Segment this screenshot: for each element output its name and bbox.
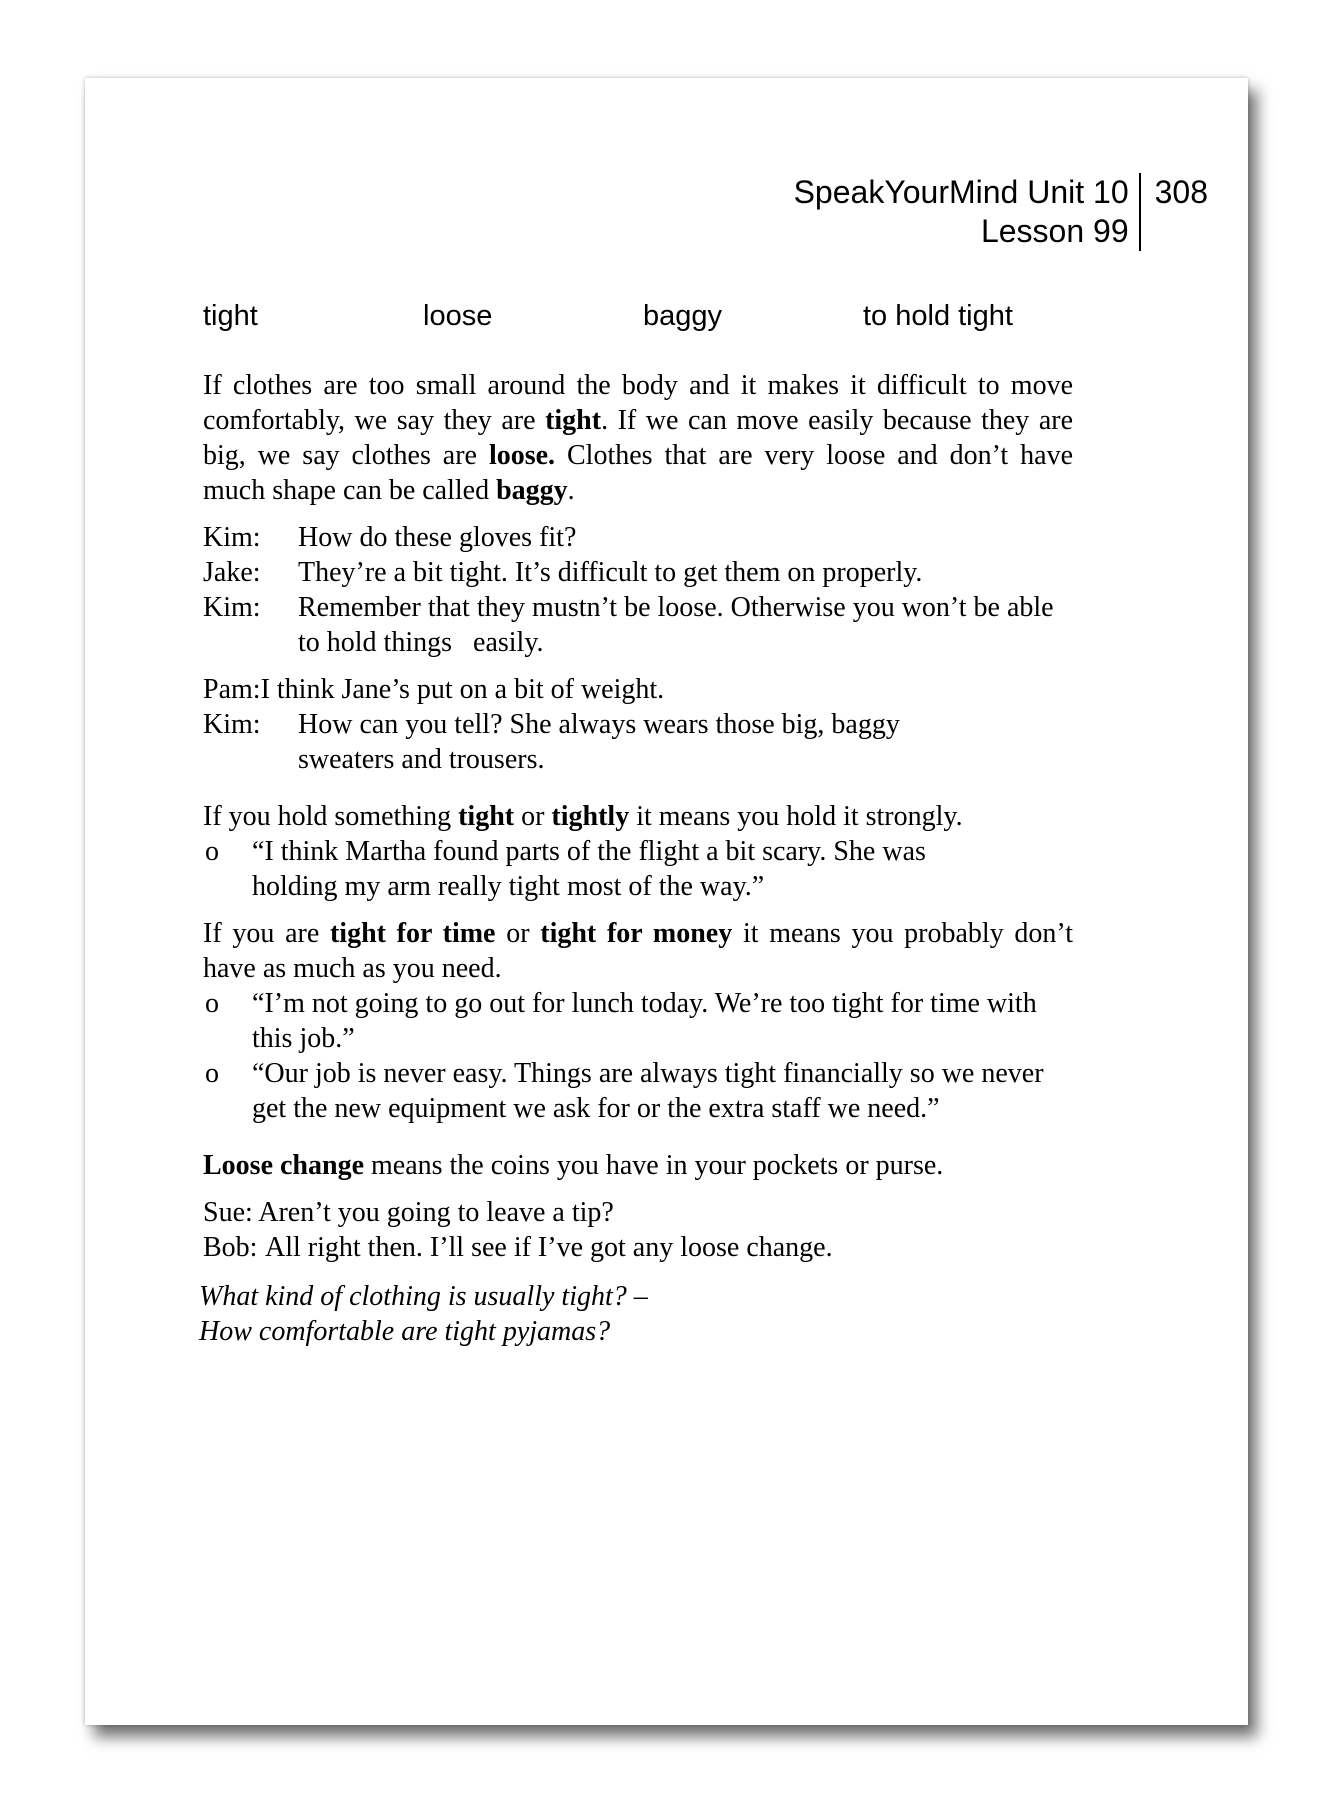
dialog-line bbox=[203, 555, 1073, 590]
bold-term: tightly bbox=[551, 801, 630, 832]
page-header bbox=[794, 173, 1208, 251]
utterance: How can you tell? She always wears those big, baggy sweaters and trousers. bbox=[298, 709, 900, 775]
lesson-content bbox=[199, 298, 1074, 1349]
bullet-marker: o bbox=[205, 836, 219, 867]
text-run: . If we can move easily because they are big, we say clothes are bbox=[203, 405, 1073, 471]
text-run: If you are bbox=[203, 918, 330, 949]
discussion-questions bbox=[199, 1279, 1073, 1349]
utterance: Remember that they mustn’t be loose. Otherwise you won’t be able to hold things easily. bbox=[298, 592, 1061, 658]
hold-tight-examples bbox=[203, 834, 1073, 904]
text-run: or bbox=[495, 918, 541, 949]
bold-term: tight bbox=[458, 801, 515, 832]
lesson-title: Lesson 99 bbox=[980, 213, 1129, 249]
utterance: How do these gloves fit? bbox=[298, 522, 577, 553]
example-item bbox=[203, 1056, 1073, 1126]
dialog-tip bbox=[203, 1195, 1073, 1265]
example-text: “Our job is never easy. Things are always tight financially so we never get the new equipment we ask for or the extra staff we need.” bbox=[252, 1058, 1044, 1124]
text-run: it means you probably don’t have as much as you need. bbox=[203, 918, 1074, 984]
question: What kind of clothing is usually tight? – bbox=[199, 1281, 648, 1312]
utterance: They’re a bit tight. It’s difficult to get them on properly. bbox=[298, 557, 923, 588]
dialog-weight bbox=[203, 672, 1073, 777]
bullet-marker: o bbox=[205, 1058, 219, 1089]
vocab-word: tight bbox=[203, 300, 258, 332]
vocab-list bbox=[203, 298, 1073, 334]
speaker: Pam: bbox=[203, 674, 261, 705]
bold-term: tight bbox=[545, 405, 602, 436]
dialog-line bbox=[203, 672, 1073, 707]
vocab-word: loose bbox=[423, 300, 493, 332]
vocab-word: baggy bbox=[643, 300, 723, 332]
question: How comfortable are tight pyjamas? bbox=[199, 1316, 611, 1347]
speaker: Kim: bbox=[203, 709, 261, 740]
bold-term: Loose change bbox=[203, 1150, 364, 1181]
dialog-line bbox=[203, 707, 1073, 777]
vocab-word: to hold tight bbox=[863, 300, 1013, 332]
text-run: If you hold something bbox=[203, 801, 459, 832]
text-run: If clothes are too small around the body and it makes it difficult to move comfortably, we say they are bbox=[203, 370, 1073, 436]
page-number: 308 bbox=[1154, 174, 1208, 210]
example-item bbox=[203, 834, 1073, 904]
utterance: All right then. I’ll see if I’ve got any loose change. bbox=[265, 1232, 833, 1263]
tight-for-time-paragraph bbox=[203, 916, 1073, 986]
unit-title: SpeakYourMind Unit 10 bbox=[793, 174, 1129, 210]
document-page bbox=[85, 78, 1248, 1725]
example-text: “I think Martha found parts of the flight a bit scary. She was holding my arm really tight most of the way.” bbox=[252, 836, 926, 902]
dialog-gloves bbox=[203, 520, 1073, 660]
hold-tight-paragraph bbox=[203, 799, 1073, 834]
bullet-marker: o bbox=[205, 988, 219, 1019]
bold-term: tight for time bbox=[329, 918, 496, 949]
tight-for-time-examples bbox=[203, 986, 1073, 1126]
speaker: Bob: bbox=[203, 1232, 258, 1263]
utterance: Aren’t you going to leave a tip? bbox=[252, 1197, 614, 1228]
example-item bbox=[203, 986, 1073, 1056]
dialog-line bbox=[203, 1230, 1073, 1265]
dialog-line bbox=[203, 1195, 1073, 1230]
text-run: it means you hold it strongly. bbox=[629, 801, 963, 832]
speaker: Kim: bbox=[203, 592, 261, 623]
speaker: Sue: bbox=[203, 1197, 253, 1228]
example-text: “I’m not going to go out for lunch today. We’re too tight for time with this job.” bbox=[252, 988, 1037, 1054]
text-run: or bbox=[514, 801, 552, 832]
speaker: Jake: bbox=[203, 557, 261, 588]
speaker: Kim: bbox=[203, 522, 261, 553]
text-run: Clothes that are very loose and don’t have much shape can be called bbox=[203, 440, 1073, 506]
bold-term: loose. bbox=[488, 440, 556, 471]
loose-change-paragraph bbox=[203, 1148, 1073, 1183]
bold-term: tight for money bbox=[540, 918, 733, 949]
utterance: I think Jane’s put on a bit of weight. bbox=[260, 674, 665, 705]
dialog-line bbox=[203, 590, 1073, 660]
intro-paragraph bbox=[203, 368, 1073, 508]
text-run: means the coins you have in your pockets or purse. bbox=[364, 1150, 944, 1181]
bold-term: baggy bbox=[496, 475, 568, 506]
dialog-line bbox=[203, 520, 1073, 555]
text-run: . bbox=[567, 475, 575, 506]
header-titles bbox=[794, 173, 1141, 251]
